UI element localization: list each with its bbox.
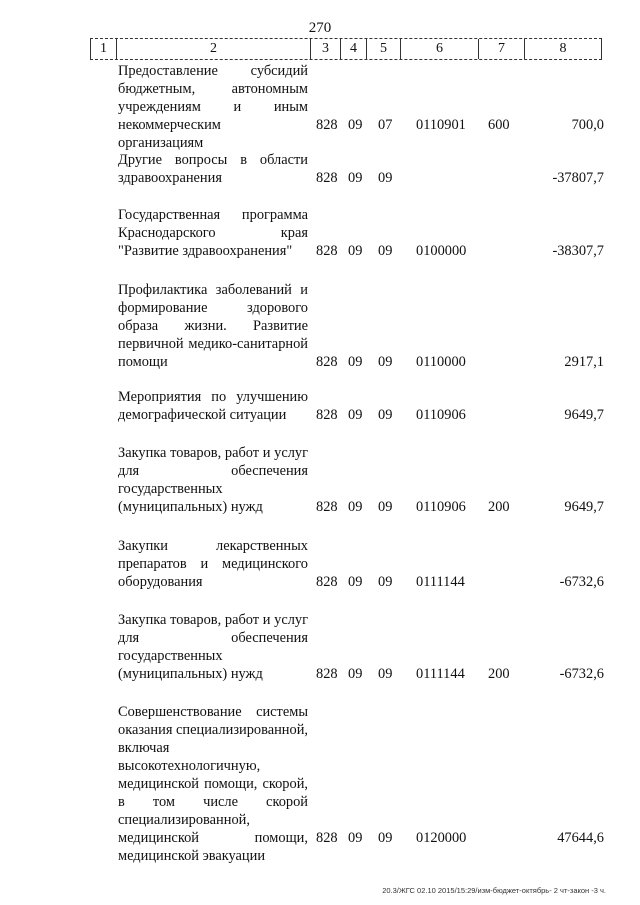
- table-row: [90, 611, 602, 683]
- row-col-3: 828: [316, 354, 338, 370]
- row-name: Закупка товаров, работ и услуг для обеспечения государственных (муниципальных) нужд: [118, 612, 308, 682]
- row-col-5: 09: [378, 243, 393, 259]
- row-col-5: 09: [378, 407, 393, 423]
- row-col-3: 828: [316, 243, 338, 259]
- row-col-5: 07: [378, 117, 393, 133]
- table-row: [90, 151, 602, 187]
- row-name: Закупки лекарственных препаратов и медицинского оборудования: [118, 538, 308, 590]
- table-row: [90, 703, 604, 864]
- row-col-7: 200: [488, 666, 510, 682]
- row-col-3: 828: [316, 499, 338, 515]
- row-col-4: 09: [348, 830, 363, 846]
- header-col-1: 1: [90, 39, 116, 59]
- row-name: Предоставление субсидий бюджетным, автономным учреждениям и иным некоммерческим организациям: [118, 63, 308, 151]
- header-col-6: 6: [400, 39, 478, 59]
- row-col-7: 200: [488, 499, 510, 515]
- row-name: Профилактика заболеваний и формирование здорового образа жизни. Развитие первичной медико-санитарной помощи: [118, 282, 308, 370]
- row-col-4: 09: [348, 117, 363, 133]
- header-col-8: 8: [524, 39, 602, 59]
- row-col-3: 828: [316, 830, 338, 846]
- row-col-4: 09: [348, 170, 363, 186]
- row-col-6: 0110906: [416, 499, 466, 515]
- footer-file-stamp: 20.3/ЖГС 02.10 2015/15:29/изм-бюджет-октябрь- 2 чт-закон -3 ч.: [382, 886, 606, 895]
- row-col-3: 828: [316, 666, 338, 682]
- row-col-5: 09: [378, 354, 393, 370]
- row-col-5: 09: [378, 170, 393, 186]
- row-col-4: 09: [348, 666, 363, 682]
- row-col-8: 9649,7: [564, 407, 604, 423]
- table-row: [90, 444, 602, 516]
- row-name: Мероприятия по улучшению демографической ситуации: [118, 389, 308, 423]
- table-header: [90, 38, 602, 60]
- row-col-8: -37807,7: [552, 170, 604, 186]
- row-col-4: 09: [348, 574, 363, 590]
- row-col-7: 600: [488, 117, 510, 133]
- row-col-3: 828: [316, 170, 338, 186]
- header-col-2: 2: [116, 39, 310, 59]
- header-col-3: 3: [310, 39, 340, 59]
- row-col-6: 0110000: [416, 354, 466, 370]
- page-number: 270: [308, 20, 332, 36]
- header-col-7: 7: [478, 39, 524, 59]
- row-col-5: 09: [378, 499, 393, 515]
- row-col-3: 828: [316, 574, 338, 590]
- table-row: [90, 62, 604, 151]
- row-col-6: 0111144: [416, 574, 465, 590]
- row-name: Государственная программа Краснодарского края "Развитие здравоохранения": [118, 207, 308, 259]
- row-col-6: 0110901: [416, 117, 466, 133]
- row-col-6: 0100000: [416, 243, 467, 259]
- row-col-8: 700,0: [571, 117, 604, 133]
- row-col-5: 09: [378, 574, 393, 590]
- row-name: Закупка товаров, работ и услуг для обеспечения государственных (муниципальных) нужд: [118, 445, 308, 515]
- table-row: [90, 388, 602, 424]
- row-col-8: 9649,7: [564, 499, 604, 515]
- table-row: [90, 537, 602, 591]
- row-col-8: 47644,6: [557, 830, 604, 846]
- row-col-8: -38307,7: [552, 243, 604, 259]
- row-col-4: 09: [348, 499, 363, 515]
- row-col-4: 09: [348, 243, 363, 259]
- row-col-4: 09: [348, 354, 363, 370]
- row-col-5: 09: [378, 830, 393, 846]
- row-col-6: 0111144: [416, 666, 465, 682]
- header-col-4: 4: [340, 39, 366, 59]
- row-name: Совершенствование системы оказания специализированной, включая высокотехнологичную, медицинской помощи, скорой, в том числе скорой специализированной, медицинской помощи, медицинской эвакуации: [118, 704, 308, 864]
- row-col-8: -6732,6: [559, 574, 604, 590]
- row-col-5: 09: [378, 666, 393, 682]
- row-col-3: 828: [316, 407, 338, 423]
- row-col-6: 0110906: [416, 407, 466, 423]
- row-col-8: 2917,1: [564, 354, 604, 370]
- row-col-3: 828: [316, 117, 338, 133]
- row-name: Другие вопросы в области здравоохранения: [118, 152, 308, 186]
- row-col-4: 09: [348, 407, 363, 423]
- row-col-6: 0120000: [416, 830, 467, 846]
- row-col-8: -6732,6: [559, 666, 604, 682]
- table-row: [90, 206, 602, 260]
- table-row: [90, 281, 602, 371]
- header-col-5: 5: [366, 39, 400, 59]
